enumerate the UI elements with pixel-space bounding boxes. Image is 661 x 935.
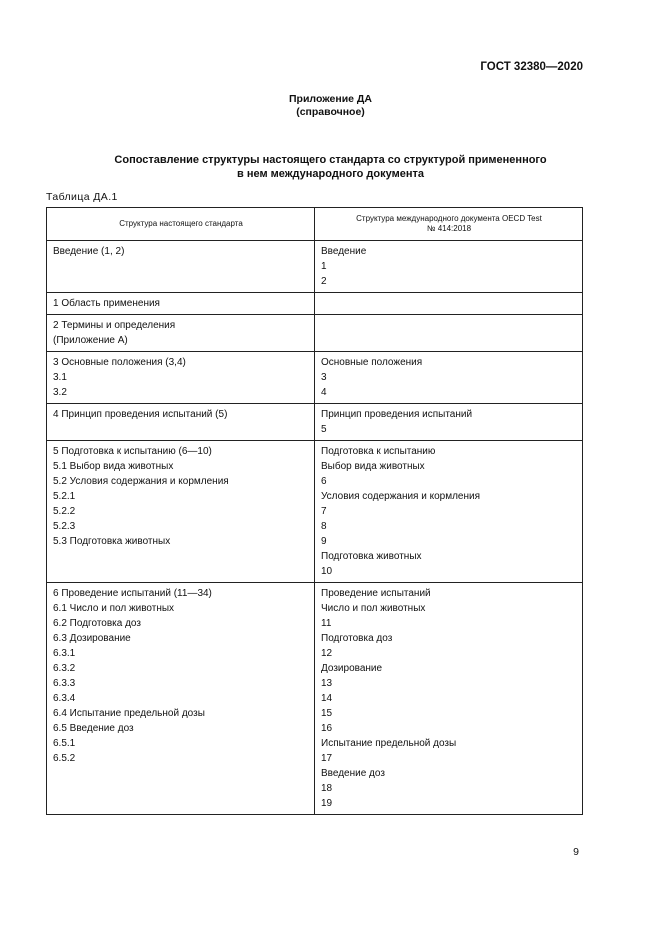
cell-line: 6 Проведение испытаний (11—34) <box>53 588 212 599</box>
standard-id: ГОСТ 32380—2020 <box>480 61 583 73</box>
table-row <box>47 293 583 315</box>
international-structure-cell <box>315 352 583 404</box>
table-body <box>47 241 583 815</box>
section-title <box>0 153 661 181</box>
cell-line: 19 <box>321 798 333 809</box>
cell-line: 3 Основные положения (3,4) <box>53 357 186 368</box>
cell-line <box>321 318 577 333</box>
cell-line: 12 <box>321 648 333 659</box>
cell-line: Введение (1, 2) <box>53 246 125 257</box>
cell-line: 15 <box>321 708 333 719</box>
comparison-table <box>46 207 583 815</box>
international-structure-cell <box>315 583 583 815</box>
international-structure-cell <box>315 293 583 315</box>
cell-line: 3 <box>321 372 327 383</box>
cell-line: 5.2 Условия содержания и кормления <box>53 476 229 487</box>
national-structure-cell <box>47 441 315 583</box>
cell-line: Проведение испытаний <box>321 588 431 599</box>
page-number: 9 <box>573 846 579 858</box>
cell-line: 5.2.1 <box>53 491 76 502</box>
table-row <box>47 315 583 352</box>
international-structure-cell <box>315 441 583 583</box>
cell-line: (Приложение А) <box>53 335 128 346</box>
cell-line: 18 <box>321 783 333 794</box>
cell-line: 5.3 Подготовка животных <box>53 536 171 547</box>
cell-line: 13 <box>321 678 333 689</box>
cell-line: 16 <box>321 723 333 734</box>
national-structure-cell <box>47 583 315 815</box>
header-international-line-1: Структура международного документа OECD Test <box>356 214 542 223</box>
table-row <box>47 404 583 441</box>
cell-line: Число и пол животных <box>321 603 426 614</box>
cell-line: 4 Принцип проведения испытаний (5) <box>53 409 228 420</box>
cell-line: 6.5.2 <box>53 753 76 764</box>
section-title-line-1: Сопоставление структуры настоящего стандарта со структурой примененного <box>114 154 547 166</box>
cell-line: 6.4 Испытание предельной дозы <box>53 708 205 719</box>
cell-line: 9 <box>321 536 327 547</box>
table-row <box>47 441 583 583</box>
cell-line: 5.1 Выбор вида животных <box>53 461 174 472</box>
cell-line: Выбор вида животных <box>321 461 425 472</box>
cell-line: Условия содержания и кормления <box>321 491 481 502</box>
table-row <box>47 352 583 404</box>
cell-line: Принцип проведения испытаний <box>321 409 473 420</box>
cell-line: Введение <box>321 246 367 257</box>
cell-line: 10 <box>321 566 333 577</box>
table-header-row <box>47 208 583 241</box>
cell-line: 7 <box>321 506 327 517</box>
cell-line: 6.2 Подготовка доз <box>53 618 141 629</box>
cell-line: 6 <box>321 476 327 487</box>
table-row <box>47 583 583 815</box>
cell-line: 6.3 Дозирование <box>53 633 131 644</box>
cell-line: 6.5.1 <box>53 738 76 749</box>
cell-line: 4 <box>321 387 327 398</box>
cell-line: 11 <box>321 618 332 629</box>
cell-line: Испытание предельной дозы <box>321 738 457 749</box>
national-structure-cell <box>47 352 315 404</box>
cell-line: 6.1 Число и пол животных <box>53 603 175 614</box>
header-international-line-2: № 414:2018 <box>426 224 472 233</box>
cell-line: 6.3.3 <box>53 678 76 689</box>
cell-line: 6.3.1 <box>53 648 76 659</box>
national-structure-cell <box>47 404 315 441</box>
cell-line: 6.3.4 <box>53 693 76 704</box>
cell-line <box>321 296 577 311</box>
cell-line: 6.3.2 <box>53 663 76 674</box>
cell-line: Основные положения <box>321 357 423 368</box>
national-structure-cell <box>47 293 315 315</box>
cell-line: 5.2.3 <box>53 521 76 532</box>
cell-line: Подготовка доз <box>321 633 393 644</box>
cell-line: 5.2.2 <box>53 506 76 517</box>
cell-line: 14 <box>321 693 333 704</box>
cell-line: 2 <box>321 276 327 287</box>
header-national-structure: Структура настоящего стандарта <box>47 208 315 241</box>
appendix-heading <box>0 93 661 119</box>
cell-line: 5 <box>321 424 327 435</box>
cell-line: 3.1 <box>53 372 67 383</box>
cell-line: Подготовка животных <box>321 551 422 562</box>
header-international-structure <box>315 208 583 241</box>
section-title-line-2: в нем международного документа <box>237 168 424 180</box>
international-structure-cell <box>315 241 583 293</box>
appendix-title: Приложение ДА <box>289 93 372 105</box>
cell-line: 17 <box>321 753 333 764</box>
cell-line: 2 Термины и определения <box>53 320 176 331</box>
national-structure-cell <box>47 315 315 352</box>
cell-line: 5 Подготовка к испытанию (6—10) <box>53 446 212 457</box>
cell-line: 1 <box>321 261 327 272</box>
international-structure-cell <box>315 315 583 352</box>
appendix-subtitle: (справочное) <box>296 106 365 118</box>
table-row <box>47 241 583 293</box>
cell-line: Введение доз <box>321 768 385 779</box>
table-label: Таблица ДА.1 <box>46 191 118 203</box>
cell-line: 1 Область применения <box>53 298 160 309</box>
cell-line: 8 <box>321 521 327 532</box>
cell-line: Дозирование <box>321 663 383 674</box>
national-structure-cell <box>47 241 315 293</box>
cell-line: 6.5 Введение доз <box>53 723 134 734</box>
cell-line: 3.2 <box>53 387 67 398</box>
cell-line: Подготовка к испытанию <box>321 446 436 457</box>
international-structure-cell <box>315 404 583 441</box>
